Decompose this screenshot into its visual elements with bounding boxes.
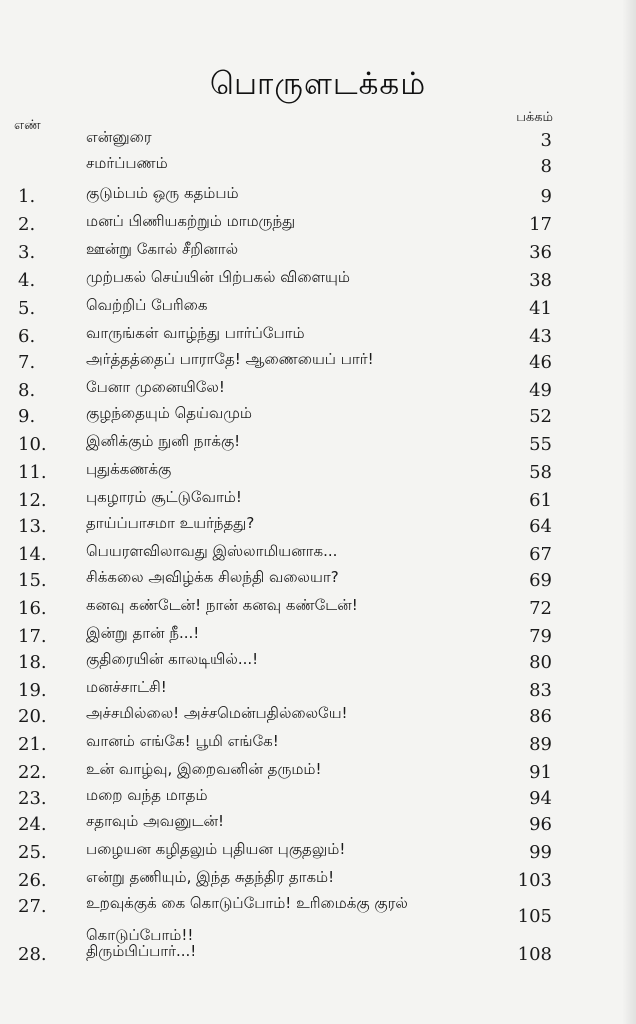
entry-title <box>86 324 506 344</box>
entry-number: 23. <box>18 788 47 809</box>
contents-entry <box>0 126 636 153</box>
entry-page-number: 96 <box>529 814 552 835</box>
entry-title <box>86 650 506 670</box>
contents-entry <box>0 940 636 967</box>
entry-title-line-2: கொடுப்போம்!! <box>86 926 194 944</box>
contents-entry <box>0 784 636 811</box>
page-column-header: பக்கம் <box>516 110 553 125</box>
entry-title <box>86 678 506 698</box>
contents-entry <box>0 566 636 593</box>
entry-title <box>86 350 506 370</box>
entry-title-line: அச்சமில்லை! அச்சமென்பதில்லையே! <box>86 704 348 722</box>
entry-number: 8. <box>18 380 36 401</box>
entry-title-line: உன் வாழ்வு, இறைவனின் தருமம்! <box>86 760 322 778</box>
entry-number: 10. <box>18 434 47 455</box>
entry-number: 17. <box>18 626 47 647</box>
contents-entry <box>0 238 636 265</box>
entry-title <box>86 212 506 232</box>
entry-title <box>86 432 506 452</box>
contents-entry <box>0 486 636 513</box>
entry-page-number: 103 <box>517 870 552 891</box>
contents-entry <box>0 322 636 349</box>
contents-entry <box>0 758 636 785</box>
entry-number: 5. <box>18 298 36 319</box>
entry-title <box>86 460 506 480</box>
contents-entry <box>0 458 636 485</box>
entry-title <box>86 786 506 806</box>
entry-title-line: குழந்தையும் தெய்வமும் <box>86 404 252 422</box>
entry-page-number: 41 <box>529 298 552 319</box>
entry-title-line: அர்த்தத்தைப் பாராதே! ஆணையைப் பார்! <box>86 350 374 368</box>
entry-title-line: என்னுரை <box>86 128 152 146</box>
entry-title-line: இன்று தான் நீ...! <box>86 624 200 642</box>
entry-number: 22. <box>18 762 47 783</box>
entry-title <box>86 404 506 424</box>
entry-number: 13. <box>18 516 47 537</box>
page-edge-shadow <box>622 0 636 1024</box>
entry-title <box>86 760 506 780</box>
entry-page-number: 58 <box>529 462 552 483</box>
entry-page-number: 94 <box>529 788 552 809</box>
entry-page-number: 86 <box>529 706 552 727</box>
entry-number: 18. <box>18 652 47 673</box>
entry-title <box>86 154 506 174</box>
contents-entry <box>0 622 636 649</box>
contents-entry <box>0 866 636 893</box>
entry-title-line: சிக்கலை அவிழ்க்க சிலந்தி வலையா? <box>86 568 339 586</box>
entry-title-line: புதுக்கணக்கு <box>86 460 172 478</box>
entry-page-number: 38 <box>529 270 552 291</box>
contents-entry <box>0 402 636 429</box>
entry-title <box>86 240 506 260</box>
entry-title-line: வாருங்கள் வாழ்ந்து பார்ப்போம் <box>86 324 305 342</box>
entry-page-number: 64 <box>529 516 552 537</box>
entry-page-number: 67 <box>529 544 552 565</box>
entry-title <box>86 732 506 752</box>
entry-title <box>86 894 506 946</box>
entry-number: 26. <box>18 870 47 891</box>
entry-number: 11. <box>18 462 47 483</box>
entry-page-number: 79 <box>529 626 552 647</box>
contents-entry <box>0 266 636 293</box>
entry-page-number: 69 <box>529 570 552 591</box>
entry-title-line: வானம் எங்கே! பூமி எங்கே! <box>86 732 279 750</box>
entry-title-line: புகழாரம் சூட்டுவோம்! <box>86 488 242 506</box>
entry-title-line: மனப் பிணியகற்றும் மாமருந்து <box>86 212 296 230</box>
entry-title <box>86 704 506 724</box>
entry-title-line: மறை வந்த மாதம் <box>86 786 208 804</box>
contents-entry <box>0 702 636 729</box>
contents-entry <box>0 540 636 567</box>
entry-title-line: ஊன்று கோல் சீறினால் <box>86 240 239 258</box>
entry-number: 1. <box>18 186 36 207</box>
entry-title-line: கனவு கண்டேன்! நான் கனவு கண்டேன்! <box>86 596 358 614</box>
entry-title <box>86 568 506 588</box>
entry-number: 16. <box>18 598 47 619</box>
number-column-header: எண் <box>14 118 41 133</box>
entry-title <box>86 128 506 148</box>
entry-page-number: 72 <box>529 598 552 619</box>
entry-number: 3. <box>18 242 36 263</box>
entry-title-line: சதாவும் அவனுடன்! <box>86 812 225 830</box>
page-title: பொருளடக்கம் <box>209 66 427 102</box>
entry-page-number: 108 <box>517 944 552 965</box>
entry-number: 21. <box>18 734 47 755</box>
entry-title <box>86 296 506 316</box>
contents-entry <box>0 648 636 675</box>
entry-title-line: வெற்றிப் பேரிகை <box>86 296 208 314</box>
contents-entry <box>0 210 636 237</box>
contents-entry <box>0 152 636 179</box>
entry-page-number: 3 <box>540 130 552 151</box>
entry-page-number: 46 <box>529 352 552 373</box>
entry-page-number: 36 <box>529 242 552 263</box>
contents-entry <box>0 182 636 209</box>
entry-title <box>86 596 506 616</box>
entry-number: 27. <box>18 896 47 917</box>
entry-title <box>86 184 506 204</box>
entry-number: 7. <box>18 352 36 373</box>
entry-page-number: 80 <box>529 652 552 673</box>
entry-title <box>86 840 506 860</box>
entry-number: 14. <box>18 544 47 565</box>
entry-page-number: 99 <box>529 842 552 863</box>
entry-title <box>86 514 506 534</box>
entry-title-line: குதிரையின் காலடியில்...! <box>86 650 259 668</box>
entry-page-number: 91 <box>529 762 552 783</box>
entry-title-line: சமர்ப்பணம் <box>86 154 168 172</box>
contents-entry <box>0 730 636 757</box>
entry-title <box>86 488 506 508</box>
entry-page-number: 83 <box>529 680 552 701</box>
entry-title-line: மனச்சாட்சி! <box>86 678 167 696</box>
entry-title-line: பழையன கழிதலும் புதியன புகுதலும்! <box>86 840 346 858</box>
entry-page-number: 49 <box>529 380 552 401</box>
entry-title <box>86 542 506 562</box>
entry-title-line: உறவுக்குக் கை கொடுப்போம்! உரிமைக்கு குரல் <box>86 894 408 912</box>
entry-page-number: 9 <box>540 186 552 207</box>
entry-number: 19. <box>18 680 47 701</box>
entry-page-number: 17 <box>529 214 552 235</box>
entry-title-line: என்று தணியும், இந்த சுதந்திர தாகம்! <box>86 868 335 886</box>
entry-page-number: 43 <box>529 326 552 347</box>
entry-number: 2. <box>18 214 36 235</box>
entry-page-number: 52 <box>529 406 552 427</box>
contents-entry <box>0 594 636 621</box>
entry-title-line: பெயரளவிலாவது இஸ்லாமியனாக... <box>86 542 338 560</box>
entry-title <box>86 268 506 288</box>
entry-title <box>86 378 506 398</box>
entry-title <box>86 868 506 888</box>
entry-title <box>86 624 506 644</box>
entry-page-number: 89 <box>529 734 552 755</box>
entry-title-line: பேனா முனையிலே! <box>86 378 225 396</box>
entry-title-line: முற்பகல் செய்யின் பிற்பகல் விளையும் <box>86 268 350 286</box>
entry-title <box>86 812 506 832</box>
contents-entry <box>0 512 636 539</box>
entry-page-number: 55 <box>529 434 552 455</box>
entry-number: 25. <box>18 842 47 863</box>
contents-entry <box>0 294 636 321</box>
entry-number: 20. <box>18 706 47 727</box>
contents-entry <box>0 838 636 865</box>
entry-number: 4. <box>18 270 36 291</box>
entry-page-number: 8 <box>540 156 552 177</box>
entry-number: 9. <box>18 406 36 427</box>
entry-number: 24. <box>18 814 47 835</box>
entry-title <box>86 942 506 962</box>
entry-title-line: இனிக்கும் நுனி நாக்கு! <box>86 432 241 450</box>
entry-number: 12. <box>18 490 47 511</box>
contents-entry <box>0 676 636 703</box>
entry-page-number: 61 <box>529 490 552 511</box>
entry-number: 15. <box>18 570 47 591</box>
contents-entry <box>0 430 636 457</box>
entry-page-number: 105 <box>517 906 552 927</box>
contents-entry <box>0 892 636 942</box>
contents-entry <box>0 348 636 375</box>
entry-title-line: திரும்பிப்பார்...! <box>86 942 197 960</box>
entry-number: 6. <box>18 326 36 347</box>
entry-title-line: தாய்ப்பாசமா உயர்ந்தது? <box>86 514 255 532</box>
entry-title-line: குடும்பம் ஒரு கதம்பம் <box>86 184 239 202</box>
contents-entry <box>0 810 636 837</box>
contents-entry <box>0 376 636 403</box>
entry-number: 28. <box>18 944 47 965</box>
